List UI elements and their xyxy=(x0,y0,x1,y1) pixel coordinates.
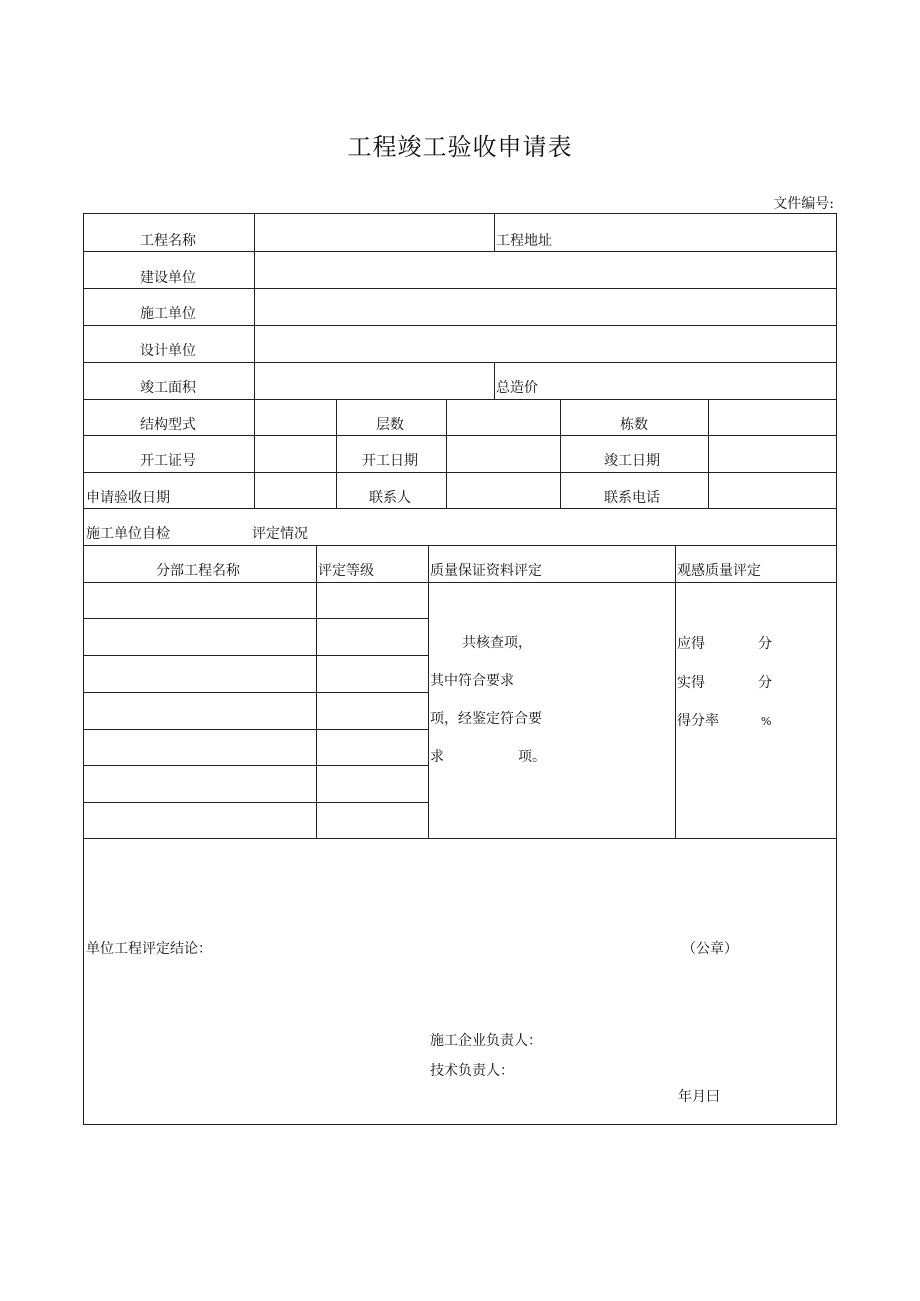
self-check-label: 施工单位自检 xyxy=(86,526,170,542)
contact-phone-label: 联系电话 xyxy=(604,490,660,506)
completion-area-label: 竣工面积 xyxy=(140,380,196,396)
project-address-label: 工程地址 xyxy=(496,233,552,249)
builder-unit-label: 施工单位 xyxy=(140,306,196,322)
completion-date-label: 竣工日期 xyxy=(604,453,660,469)
apply-date-label: 申请验收日期 xyxy=(86,490,170,506)
conclusion-label: 单位工程评定结论： xyxy=(86,941,212,957)
quality-text-line2: 其中符合要求 xyxy=(430,673,514,689)
sub-project-column-header: 分部工程名称 xyxy=(156,563,240,579)
grade-column-header: 评定等级 xyxy=(318,563,374,579)
percent-sign: % xyxy=(761,715,772,728)
official-seal-label: （公章） xyxy=(682,941,738,957)
application-form-table xyxy=(83,213,837,1125)
quality-docs-column-header: 质量保证资料评定 xyxy=(430,563,542,579)
structure-type-label: 结构型式 xyxy=(140,417,196,433)
should-get-unit: 分 xyxy=(758,636,772,652)
appearance-column-header: 观感质量评定 xyxy=(677,563,761,579)
evaluation-status-label: 评定情况 xyxy=(252,526,308,542)
page-title: 工程竣工验收申请表 xyxy=(347,133,573,161)
actual-get-label: 实得 xyxy=(677,675,705,691)
floors-label: 层数 xyxy=(376,417,404,433)
construction-unit-label: 建设单位 xyxy=(140,270,196,286)
file-number-label: 文件编号: xyxy=(773,196,834,212)
permit-number-label: 开工证号 xyxy=(140,453,196,469)
project-name-label: 工程名称 xyxy=(140,233,196,249)
quality-text-line3: 项，经鉴定符合要 xyxy=(430,711,542,727)
enterprise-manager-label: 施工企业负责人： xyxy=(430,1033,542,1049)
score-rate-label: 得分率 xyxy=(677,713,719,729)
start-date-label: 开工日期 xyxy=(362,453,418,469)
actual-get-unit: 分 xyxy=(758,675,772,691)
quality-text-line1: 共核查项， xyxy=(462,635,532,651)
total-cost-label: 总造价 xyxy=(496,380,538,396)
quality-text-line4b: 项。 xyxy=(518,749,546,765)
technical-lead-label: 技术负责人： xyxy=(430,1063,514,1079)
should-get-label: 应得 xyxy=(677,636,705,652)
buildings-label: 栋数 xyxy=(620,417,648,433)
quality-text-line4a: 求 xyxy=(430,749,444,765)
contact-label: 联系人 xyxy=(369,490,411,506)
design-unit-label: 设计单位 xyxy=(140,343,196,359)
date-label: 年月曰 xyxy=(678,1089,720,1105)
